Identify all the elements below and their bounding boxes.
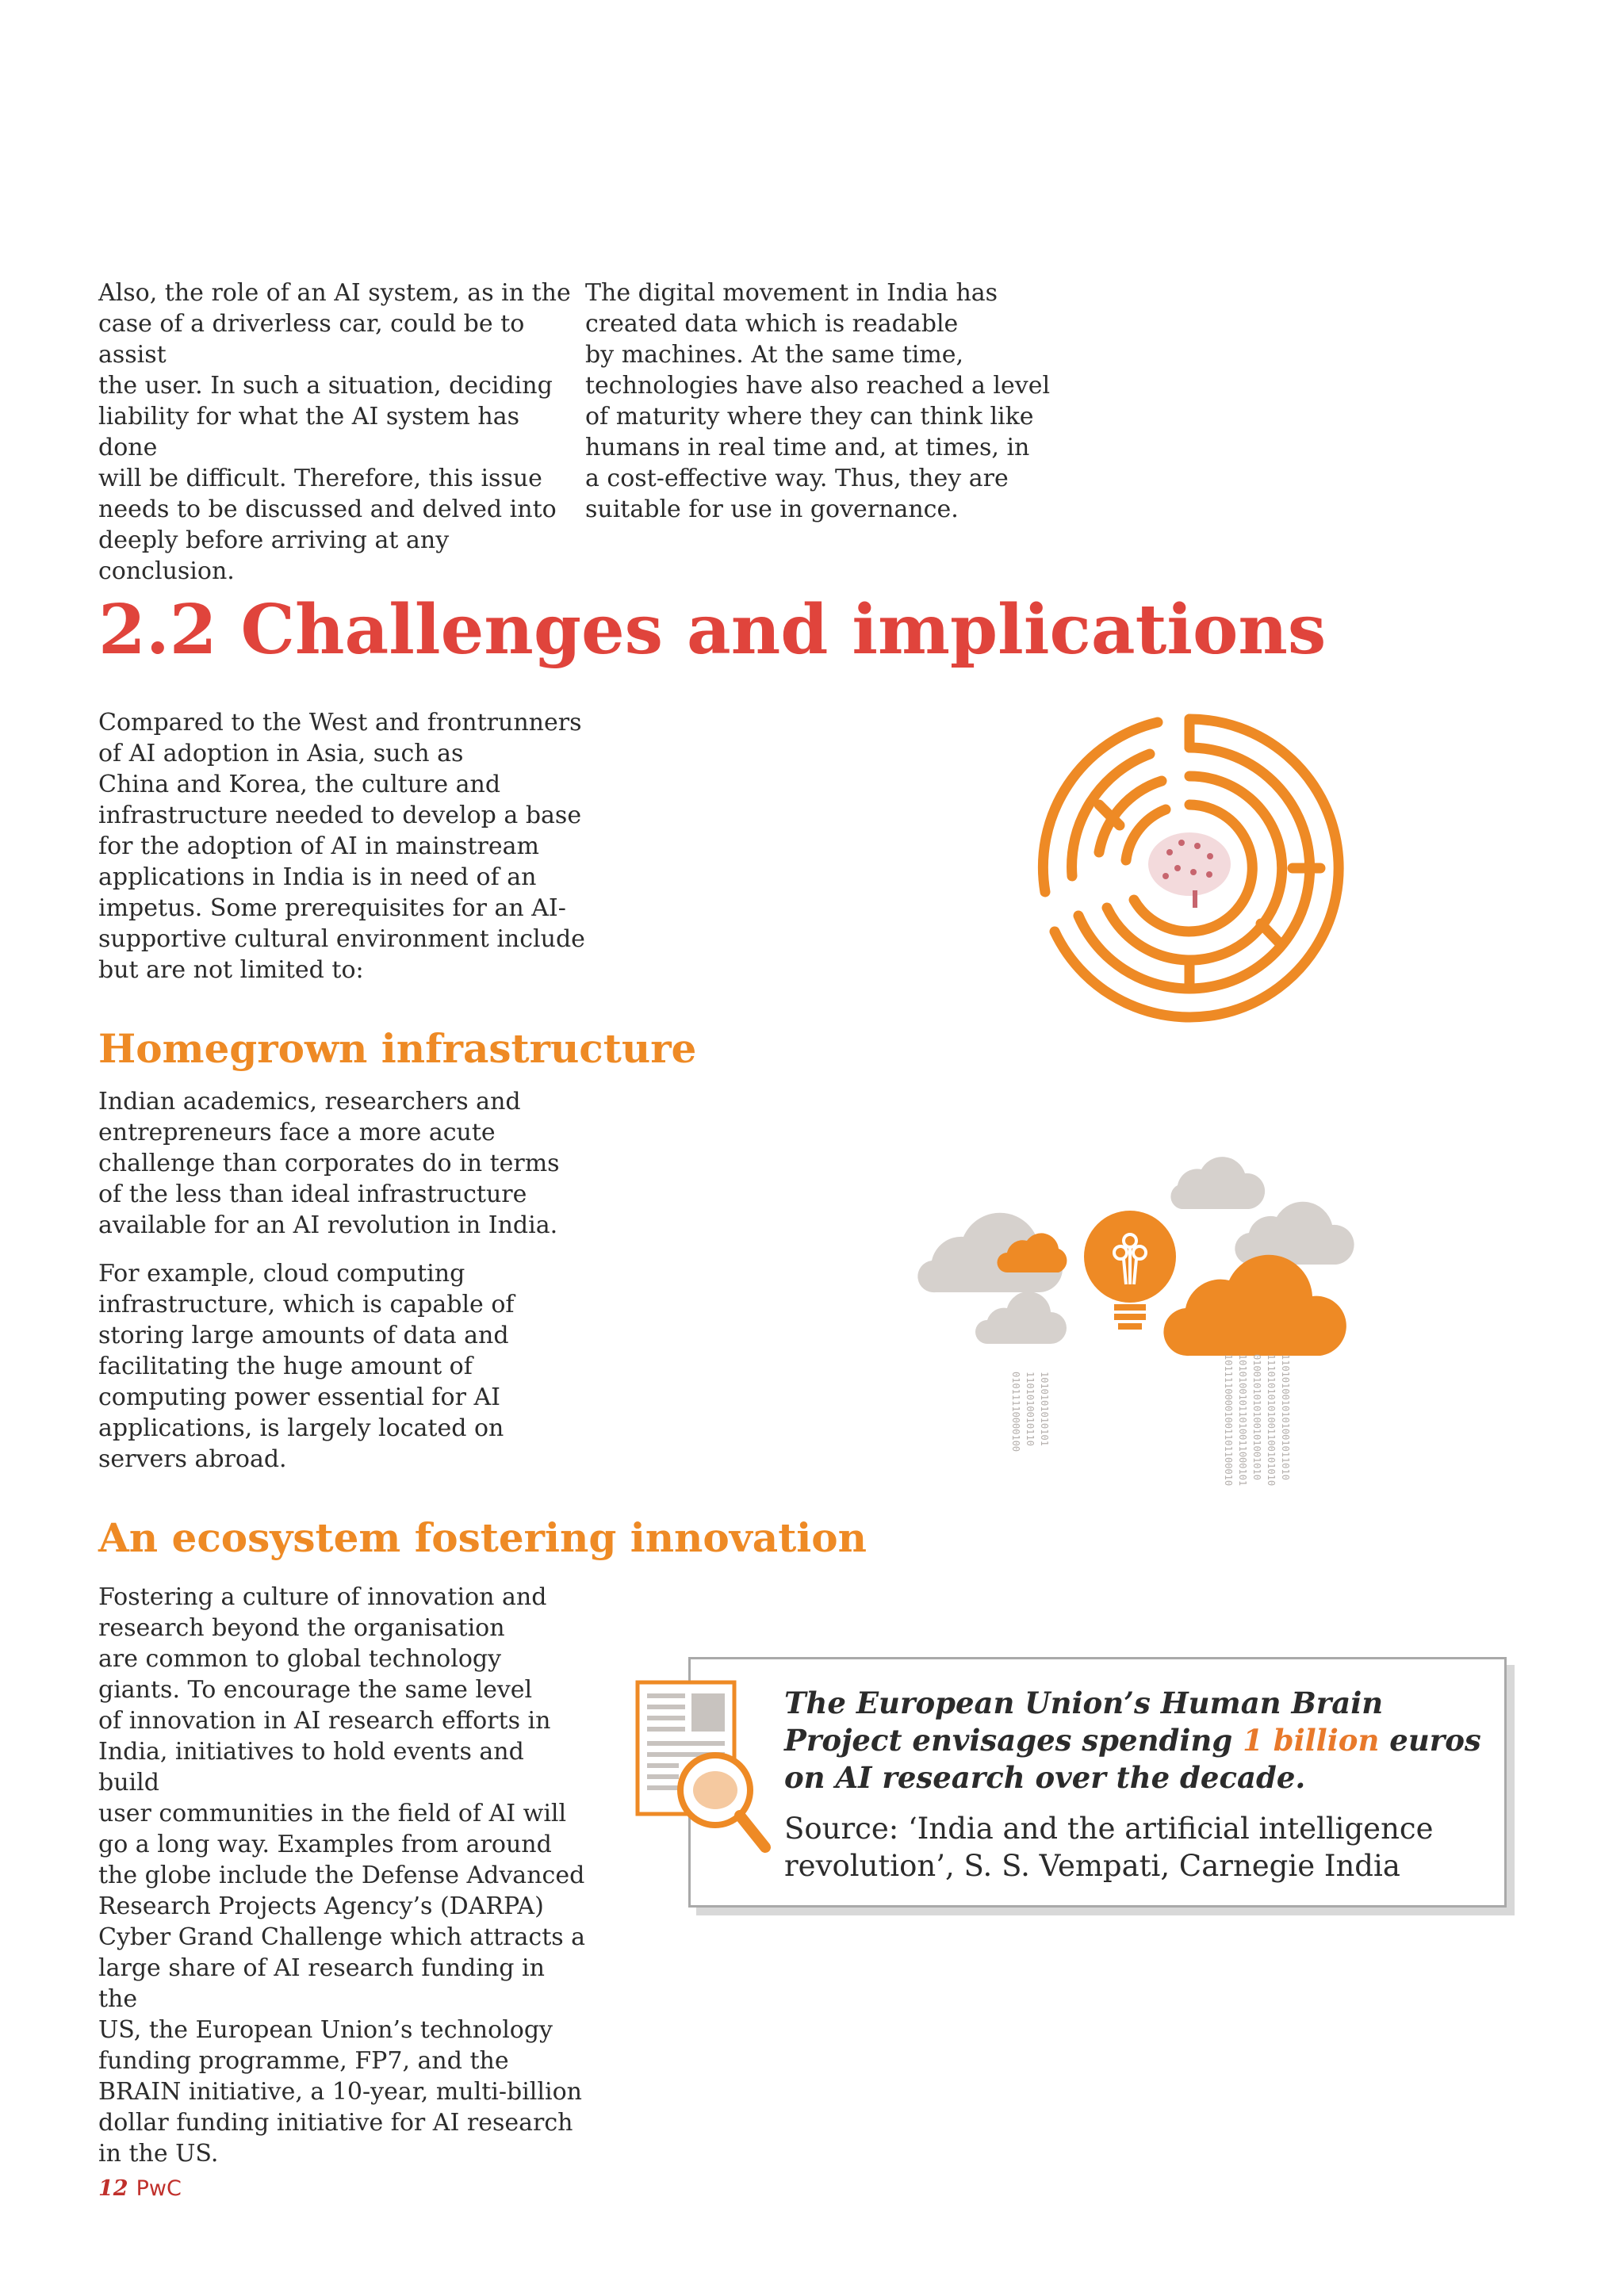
- callout-highlight: 1 billion: [1243, 1723, 1380, 1758]
- binary-string: 10101001011010011000101: [1237, 1354, 1248, 1487]
- section-intro: [98, 707, 590, 985]
- callout-box: [688, 1657, 1507, 1908]
- homegrown-infrastructure-body-1: [98, 1086, 590, 1241]
- ecosystem-innovation-body: [98, 1582, 590, 2169]
- binary-string: 10111100001001101100010: [1223, 1354, 1234, 1487]
- cloud-lightbulb-illustration: [916, 1126, 1360, 1514]
- page-number: 12: [98, 2176, 128, 2201]
- binary-string: 11101010101001100101010: [1266, 1354, 1277, 1487]
- footer-brand: PwC: [136, 2176, 182, 2201]
- binary-string: 1101010010110: [1025, 1372, 1036, 1446]
- homegrown-infrastructure-body-2: [98, 1258, 590, 1475]
- intro-right-column: [585, 277, 1061, 525]
- intro-left-column: [98, 277, 574, 587]
- brain-maze-illustration: [1031, 710, 1348, 1027]
- document-magnifier-icon: [634, 1679, 773, 1855]
- callout-quote-end: euros on AI research over the decade.: [784, 1723, 1481, 1795]
- binary-streams: [1010, 1354, 1291, 1486]
- binary-string: 0100101010100101001010: [1251, 1354, 1262, 1480]
- lightbulb-icon: [1084, 1211, 1176, 1330]
- ecosystem-innovation-heading: An ecosystem fostering innovation: [98, 1514, 867, 1561]
- intro-left-paragraph: Also, the role of an AI system, as in the case of a driverless car, could be to assist the user. In such a situation, deciding liability for what the AI system has done will be difficult. Therefore, this issue needs to be discussed and delved into deeply before arriving at any conclusion.: [98, 279, 571, 585]
- callout-quote: [784, 1685, 1482, 1797]
- binary-string: 1101010010101001011010: [1280, 1354, 1291, 1480]
- homegrown-infrastructure-heading: Homegrown infrastructure: [98, 1025, 697, 1072]
- ecosystem-paragraph: Fostering a culture of innovation and research beyond the organisation are common to global technology giants. To encourage the same level of innovation in AI research efforts in India, initiatives to hold events and build user communities in the field of AI will go a long way. Examples from around the globe include the Defense Advanced Research Projects Agency’s (DARPA) Cyber Grand Challenge which attracts a large share of AI research funding in the US, the European Union’s technology funding programme, FP7, and the BRAIN initiative, a 10-year, multi-billion dollar funding initiative for AI research in the US.: [98, 1583, 586, 2168]
- brain-icon: [1148, 832, 1231, 908]
- homegrown-paragraph-1: Indian academics, researchers and entrepreneurs face a more acute challenge than corporates do in terms of the less than ideal infrastructure available for an AI revolution in India.: [98, 1088, 560, 1239]
- callout-source: Source: ‘India and the artificial intelligence revolution’, S. S. Vempati, Carnegie India: [784, 1812, 1434, 1883]
- binary-string: 1010101010101: [1039, 1372, 1050, 1446]
- section-intro-paragraph: Compared to the West and frontrunners of AI adoption in Asia, such as China and Korea, the culture and infrastructure needed to develop a base for the adoption of AI in mainstream applications in India is in need of an impetus. Some prerequisites for an AI- supportive cultural environment include but are not limited to:: [98, 709, 585, 984]
- callout-quote-start: The European Union’s Human Brain Project envisages spending: [784, 1686, 1384, 1758]
- binary-string: 01011110000100: [1010, 1372, 1021, 1452]
- intro-right-paragraph: The digital movement in India has created data which is readable by machines. At the same time, technologies have also reached a level of maturity where they can think like humans in real time and, at times, in a cost-effective way. Thus, they are suitable for use in governance.: [585, 279, 1051, 523]
- page-footer: [98, 2177, 182, 2201]
- homegrown-paragraph-2: For example, cloud computing infrastructure, which is capable of storing large amounts of data and facilitating the huge amount of computing power essential for AI applications, is largely located on servers abroad.: [98, 1260, 515, 1473]
- section-heading: 2.2 Challenges and implications: [98, 590, 1327, 670]
